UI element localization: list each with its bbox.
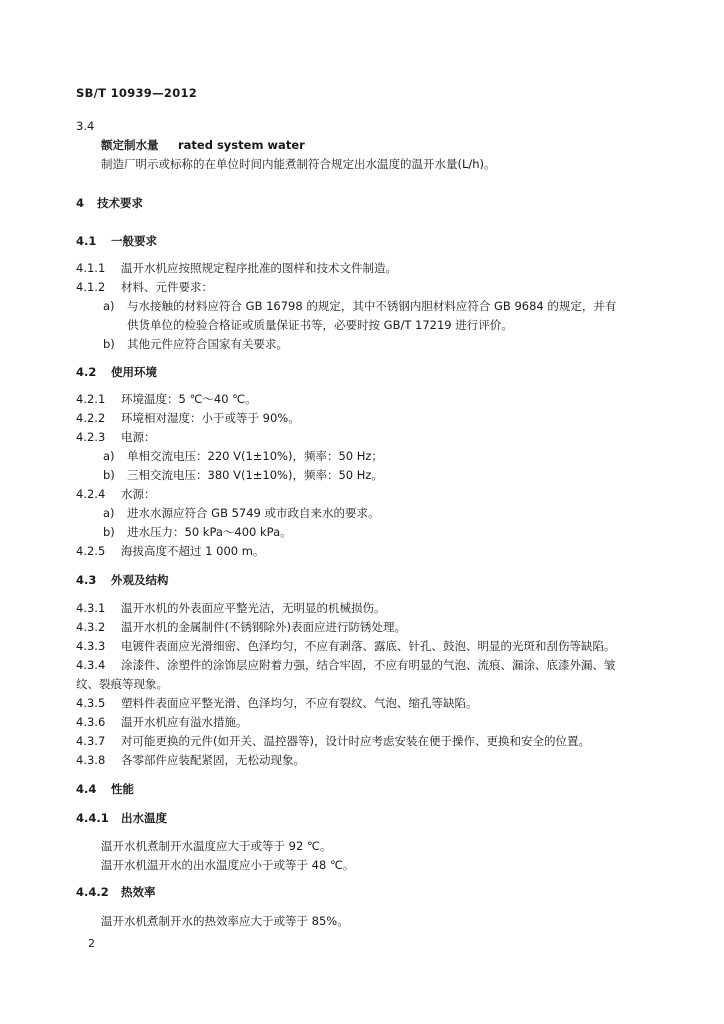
- clause-text: 材料、元件要求：: [121, 280, 213, 294]
- section-number: 4.2: [76, 365, 97, 379]
- clause-number: 4.3.5: [76, 696, 106, 710]
- chapter-number: 4: [76, 196, 85, 210]
- list-marker: b): [103, 525, 115, 539]
- subsection-title: 出水温度: [121, 811, 167, 825]
- list-text: 单相交流电压：220 V(1±10%)，频率：50 Hz；: [127, 449, 383, 463]
- list-text: 供货单位的检验合格证或质量保证书等，必要时按 GB/T 17219 进行评价。: [127, 318, 513, 332]
- clause-number: 4.2.2: [76, 411, 106, 425]
- section-title: 使用环境: [111, 365, 157, 379]
- section-number: 4.3: [76, 573, 97, 587]
- term-cn: 额定制水量: [101, 138, 159, 152]
- clause-number: 4.1.1: [76, 261, 106, 275]
- clause-number: 4.2.4: [76, 487, 106, 501]
- section-title: 一般要求: [111, 234, 157, 248]
- clause-text: 各零部件应装配紧固，无松动现象。: [121, 753, 305, 767]
- list-marker: b): [103, 468, 115, 482]
- clause-number: 3.4: [76, 119, 95, 133]
- clause-number: 4.3.2: [76, 620, 106, 634]
- clause-number: 4.3.4: [76, 658, 106, 672]
- list-text: 其他元件应符合国家有关要求。: [127, 337, 288, 351]
- clause-text: 温开水机的外表面应平整光洁，无明显的机械损伤。: [121, 601, 386, 615]
- list-text: 三相交流电压：380 V(1±10%)，频率：50 Hz。: [127, 468, 383, 482]
- clause-text: 对可能更换的元件(如开关、温控器等)，设计时应考虑安装在便于操作、更换和安全的位置。: [121, 734, 590, 748]
- clause-number: 4.2.1: [76, 392, 106, 406]
- paragraph-text: 温开水机煮制开水温度应大于或等于 92 ℃。: [101, 839, 332, 853]
- clause-text: 温开水机的金属制件(不锈钢除外)表面应进行防锈处理。: [121, 620, 406, 634]
- clause-number: 4.3.3: [76, 639, 106, 653]
- clause-number: 4.3.8: [76, 753, 106, 767]
- clause-text: 纹、裂痕等现象。: [76, 677, 168, 691]
- subsection-number: 4.4.1: [76, 811, 109, 825]
- term-en: rated system water: [178, 138, 305, 152]
- clause-text: 温开水机应按照规定程序批准的图样和技术文件制造。: [121, 261, 397, 275]
- section-number: 4.4: [76, 782, 97, 796]
- doc-number: SB/T 10939—2012: [76, 86, 198, 100]
- clause-text: 环境相对湿度：小于或等于 90%。: [121, 411, 300, 425]
- list-text: 进水水源应符合 GB 5749 或市政自来水的要求。: [127, 506, 380, 520]
- list-marker: b): [103, 337, 115, 351]
- clause-text: 电源：: [121, 430, 156, 444]
- section-number: 4.1: [76, 234, 97, 248]
- clause-text: 温开水机应有溢水措施。: [121, 715, 248, 729]
- clause-text: 电镀件表面应光滑细密、色泽均匀，不应有剥落、露底、针孔、鼓泡、明显的光斑和刮伤等缺陷。: [121, 639, 616, 653]
- subsection-title: 热效率: [121, 885, 156, 899]
- list-marker: a): [103, 449, 115, 463]
- section-title: 外观及结构: [111, 573, 169, 587]
- list-text: 与水接触的材料应符合 GB 16798 的规定，其中不锈钢内胆材料应符合 GB 9684 的规定，并有: [127, 299, 617, 313]
- clause-number: 4.2.3: [76, 430, 106, 444]
- clause-text: 海拔高度不超过 1 000 m。: [121, 544, 265, 558]
- clause-number: 4.3.6: [76, 715, 106, 729]
- paragraph-text: 温开水机煮制开水的热效率应大于或等于 85%。: [101, 914, 349, 928]
- section-title: 性能: [111, 782, 134, 796]
- definition-text: 制造厂明示或标称的在单位时间内能煮制符合规定出水温度的温开水量(L/h)。: [101, 157, 496, 171]
- clause-number: 4.2.5: [76, 544, 106, 558]
- clause-number: 4.1.2: [76, 280, 106, 294]
- list-marker: a): [103, 299, 115, 313]
- clause-text: 环境温度：5 ℃～40 ℃。: [121, 392, 257, 406]
- chapter-title: 技术要求: [97, 196, 143, 210]
- clause-number: 4.3.1: [76, 601, 106, 615]
- clause-text: 水源：: [121, 487, 156, 501]
- page-number: 2: [88, 937, 95, 950]
- clause-text: 涂漆件、涂塑件的涂饰层应附着力强，结合牢固，不应有明显的气泡、流痕、漏涂、底漆外漏、皱: [121, 658, 616, 672]
- subsection-number: 4.4.2: [76, 885, 109, 899]
- paragraph-text: 温开水机温开水的出水温度应小于或等于 48 ℃。: [101, 858, 355, 872]
- clause-text: 塑料件表面应平整光滑、色泽均匀，不应有裂纹、气泡、缩孔等缺陷。: [121, 696, 478, 710]
- list-text: 进水压力：50 kPa～400 kPa。: [127, 525, 292, 539]
- clause-number: 4.3.7: [76, 734, 106, 748]
- list-marker: a): [103, 506, 115, 520]
